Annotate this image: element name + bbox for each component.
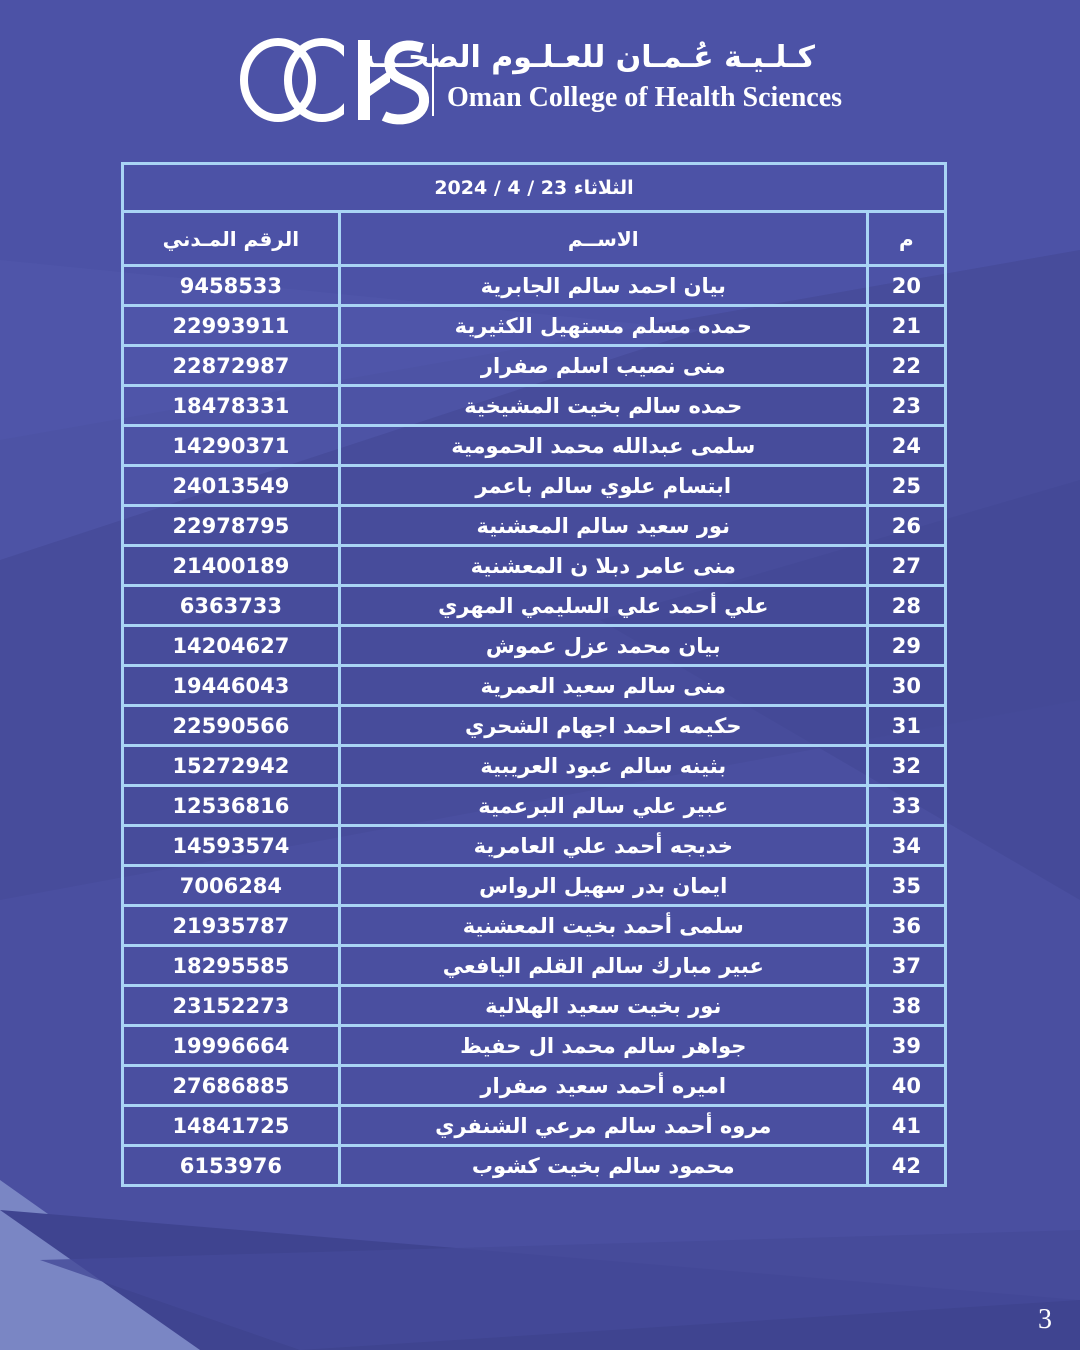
row-number: 41 <box>867 1106 945 1146</box>
civil-id: 15272942 <box>123 746 340 786</box>
civil-id: 7006284 <box>123 866 340 906</box>
college-name-english: Oman College of Health Sciences <box>447 82 843 113</box>
column-header-num: م <box>867 212 945 266</box>
date-cell: الثلاثاء 23 / 4 / 2024 <box>123 164 946 212</box>
row-number: 31 <box>867 706 945 746</box>
student-name: خديجه أحمد علي العامرية <box>339 826 867 866</box>
table-row <box>123 506 946 546</box>
row-number: 34 <box>867 826 945 866</box>
row-number: 22 <box>867 346 945 386</box>
row-number: 40 <box>867 1066 945 1106</box>
row-number: 29 <box>867 626 945 666</box>
row-number: 35 <box>867 866 945 906</box>
civil-id: 12536816 <box>123 786 340 826</box>
civil-id: 6363733 <box>123 586 340 626</box>
civil-id: 18295585 <box>123 946 340 986</box>
student-name: نور بخيت سعيد الهلالية <box>339 986 867 1026</box>
student-name: علي أحمد علي السليمي المهري <box>339 586 867 626</box>
row-number: 39 <box>867 1026 945 1066</box>
civil-id: 27686885 <box>123 1066 340 1106</box>
row-number: 37 <box>867 946 945 986</box>
row-number: 21 <box>867 306 945 346</box>
civil-id: 14841725 <box>123 1106 340 1146</box>
student-name: اميره أحمد سعيد صفرار <box>339 1066 867 1106</box>
row-number: 20 <box>867 266 945 306</box>
student-name: سلمى عبدالله محمد الحمومية <box>339 426 867 466</box>
table-row <box>123 466 946 506</box>
civil-id: 14593574 <box>123 826 340 866</box>
table-row <box>123 666 946 706</box>
student-name: بيان احمد سالم الجابرية <box>339 266 867 306</box>
student-name: سلمى أحمد بخيت المعشنية <box>339 906 867 946</box>
column-header-name: الاســم <box>339 212 867 266</box>
student-name: بثينه سالم عبود العريبية <box>339 746 867 786</box>
table-row <box>123 1106 946 1146</box>
civil-id: 21935787 <box>123 906 340 946</box>
page-number: 3 <box>1038 1304 1052 1335</box>
row-number: 42 <box>867 1146 945 1186</box>
civil-id: 22978795 <box>123 506 340 546</box>
civil-id: 14290371 <box>123 426 340 466</box>
civil-id: 19996664 <box>123 1026 340 1066</box>
table-row <box>123 346 946 386</box>
row-number: 25 <box>867 466 945 506</box>
student-list-table <box>121 162 947 1187</box>
civil-id: 18478331 <box>123 386 340 426</box>
student-name: عبير علي سالم البرعمية <box>339 786 867 826</box>
civil-id: 9458533 <box>123 266 340 306</box>
student-name: مروه أحمد سالم مرعي الشنفري <box>339 1106 867 1146</box>
table-row <box>123 586 946 626</box>
student-name: نور سعيد سالم المعشنية <box>339 506 867 546</box>
student-name: حمده سالم بخيت المشيخية <box>339 386 867 426</box>
civil-id: 22590566 <box>123 706 340 746</box>
student-name: عبير مبارك سالم القلم اليافعي <box>339 946 867 986</box>
row-number: 26 <box>867 506 945 546</box>
row-number: 32 <box>867 746 945 786</box>
table-row <box>123 386 946 426</box>
college-header <box>240 32 843 127</box>
table-row <box>123 986 946 1026</box>
student-name: حمده مسلم مستهيل الكثيرية <box>339 306 867 346</box>
row-number: 33 <box>867 786 945 826</box>
civil-id: 22993911 <box>123 306 340 346</box>
column-header-civil-id: الرقم المـدني <box>123 212 340 266</box>
table-row <box>123 306 946 346</box>
student-name: منى نصيب اسلم صفرار <box>339 346 867 386</box>
civil-id: 14204627 <box>123 626 340 666</box>
civil-id: 21400189 <box>123 546 340 586</box>
student-name: منى عامر دبلا ن المعشنية <box>339 546 867 586</box>
civil-id: 6153976 <box>123 1146 340 1186</box>
table-row <box>123 1066 946 1106</box>
row-number: 38 <box>867 986 945 1026</box>
table-row <box>123 426 946 466</box>
row-number: 23 <box>867 386 945 426</box>
student-name: منى سالم سعيد العمرية <box>339 666 867 706</box>
table-row <box>123 786 946 826</box>
table-row <box>123 1146 946 1186</box>
row-number: 27 <box>867 546 945 586</box>
row-number: 30 <box>867 666 945 706</box>
row-number: 24 <box>867 426 945 466</box>
table-row <box>123 906 946 946</box>
student-name: جواهر سالم محمد ال حفيظ <box>339 1026 867 1066</box>
civil-id: 22872987 <box>123 346 340 386</box>
civil-id: 24013549 <box>123 466 340 506</box>
student-name: ايمان بدر سهيل الرواس <box>339 866 867 906</box>
student-name: بيان محمد عزل عموش <box>339 626 867 666</box>
table-row <box>123 866 946 906</box>
student-name: حكيمه احمد اجهام الشحري <box>339 706 867 746</box>
college-name-arabic: كـلـيـة عُـمـان للعـلـوم الصحـيـة <box>357 40 815 75</box>
table-row <box>123 706 946 746</box>
table-row <box>123 946 946 986</box>
table-row <box>123 266 946 306</box>
table-row <box>123 1026 946 1066</box>
student-name: ابتسام علوي سالم باعمر <box>339 466 867 506</box>
civil-id: 19446043 <box>123 666 340 706</box>
table-row <box>123 546 946 586</box>
row-number: 36 <box>867 906 945 946</box>
civil-id: 23152273 <box>123 986 340 1026</box>
row-number: 28 <box>867 586 945 626</box>
table-row <box>123 826 946 866</box>
student-name: محمود سالم بخيت كشوب <box>339 1146 867 1186</box>
table-row <box>123 626 946 666</box>
table-row <box>123 746 946 786</box>
